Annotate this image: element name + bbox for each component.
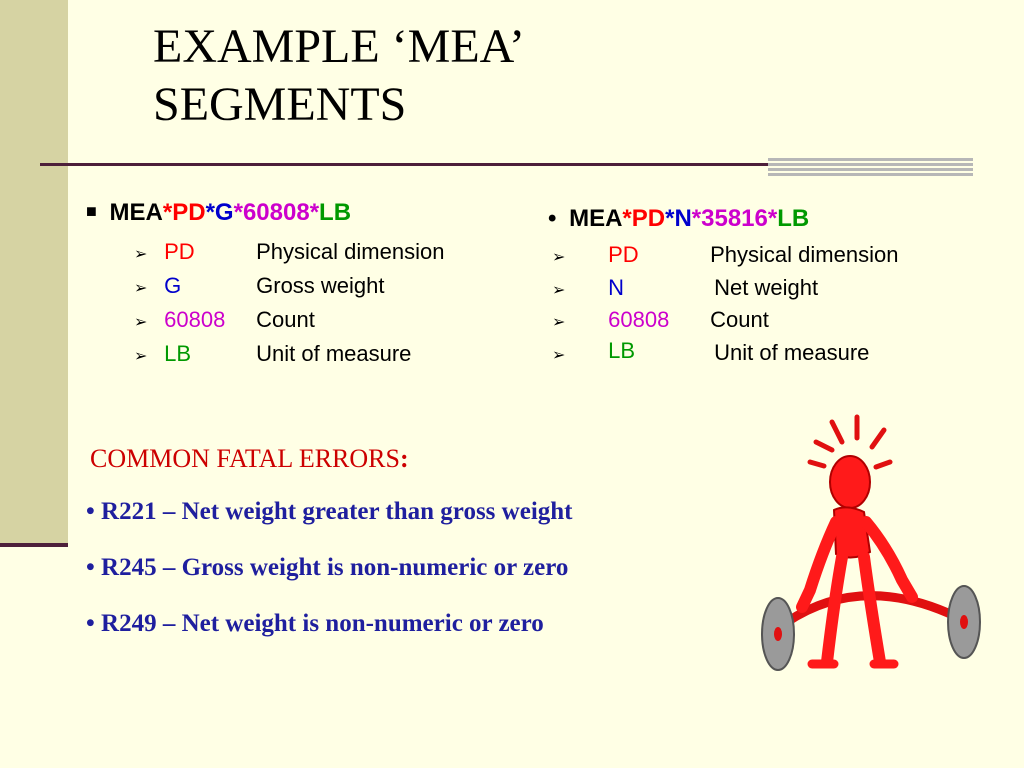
seg-part: *: [767, 205, 778, 232]
sidebar-divider: [0, 543, 68, 547]
list-item: [134, 341, 411, 370]
seg-part: *: [205, 199, 215, 226]
arrow-bullet-icon: ➢: [552, 347, 566, 364]
title-accent-bar: [768, 158, 973, 178]
list-item: [134, 273, 385, 302]
code-label: 60808: [608, 307, 670, 332]
title-divider: [40, 163, 770, 166]
list-item: [552, 242, 898, 271]
seg-part: *: [162, 199, 173, 226]
seg-part: N: [674, 205, 692, 232]
code-label: G: [164, 273, 182, 298]
title-line-2: SEGMENTS: [153, 78, 407, 131]
errors-heading-text: COMMON FATAL ERRORS: [90, 444, 400, 473]
error-text: R221 – Net weight greater than gross weight: [101, 498, 573, 525]
code-label: N: [608, 275, 625, 300]
seg-part: *: [309, 199, 320, 226]
left-segment-head: [86, 199, 351, 228]
right-segment-head: [548, 205, 809, 233]
seg-part: 60808: [242, 199, 310, 226]
list-item: [552, 307, 769, 336]
list-item: [134, 239, 444, 268]
seg-part: *: [622, 205, 632, 232]
dot-bullet-icon: •: [86, 498, 95, 525]
weightlifter-clipart-icon: [752, 412, 992, 682]
title-line-1: EXAMPLE ‘MEA’: [153, 20, 525, 73]
sidebar-panel: [0, 0, 68, 545]
arrow-bullet-icon: ➢: [552, 314, 566, 331]
seg-part: *: [691, 205, 702, 232]
seg-part: *: [665, 205, 675, 232]
code-description: Gross weight: [256, 273, 385, 298]
error-item: [86, 609, 544, 639]
seg-part: MEA: [569, 205, 623, 232]
seg-part: LB: [777, 205, 810, 232]
code-label: 60808: [164, 307, 226, 332]
code-label: PD: [608, 242, 639, 267]
arrow-bullet-icon: ➢: [552, 249, 566, 266]
seg-part: PD: [172, 199, 206, 226]
code-label: LB: [164, 341, 192, 366]
code-description: Net weight: [714, 275, 819, 300]
seg-part: *: [233, 199, 243, 226]
arrow-bullet-icon: ➢: [134, 314, 148, 331]
code-description: Physical dimension: [256, 239, 445, 264]
arrow-bullet-icon: ➢: [134, 280, 148, 297]
code-description: Count: [256, 307, 315, 332]
list-item: [134, 307, 315, 336]
arrow-bullet-icon: ➢: [552, 282, 566, 299]
code-description: Count: [710, 307, 769, 332]
page-title: [153, 18, 525, 134]
code-label: LB: [608, 338, 636, 363]
errors-heading-colon: :: [399, 444, 409, 473]
dot-bullet-icon: •: [548, 205, 557, 232]
seg-part: 35816: [701, 205, 768, 232]
error-text: R249 – Net weight is non-numeric or zero: [101, 610, 544, 637]
list-item: [552, 275, 818, 304]
error-item: [86, 553, 568, 583]
code-description: Physical dimension: [710, 242, 899, 267]
code-description: Unit of measure: [714, 340, 870, 365]
seg-part: G: [214, 199, 234, 226]
list-item: [552, 340, 869, 369]
seg-part: MEA: [109, 199, 163, 226]
code-description: Unit of measure: [256, 341, 412, 366]
seg-part: PD: [631, 205, 666, 232]
error-item: [86, 497, 573, 527]
dot-bullet-icon: •: [86, 554, 95, 581]
errors-heading: [90, 443, 409, 475]
square-bullet-icon: ■: [86, 201, 97, 221]
code-label: PD: [164, 239, 195, 264]
seg-part: LB: [319, 199, 352, 226]
error-text: R245 – Gross weight is non-numeric or zero: [101, 554, 569, 581]
dot-bullet-icon: •: [86, 610, 95, 637]
arrow-bullet-icon: ➢: [134, 246, 148, 263]
arrow-bullet-icon: ➢: [134, 348, 148, 365]
